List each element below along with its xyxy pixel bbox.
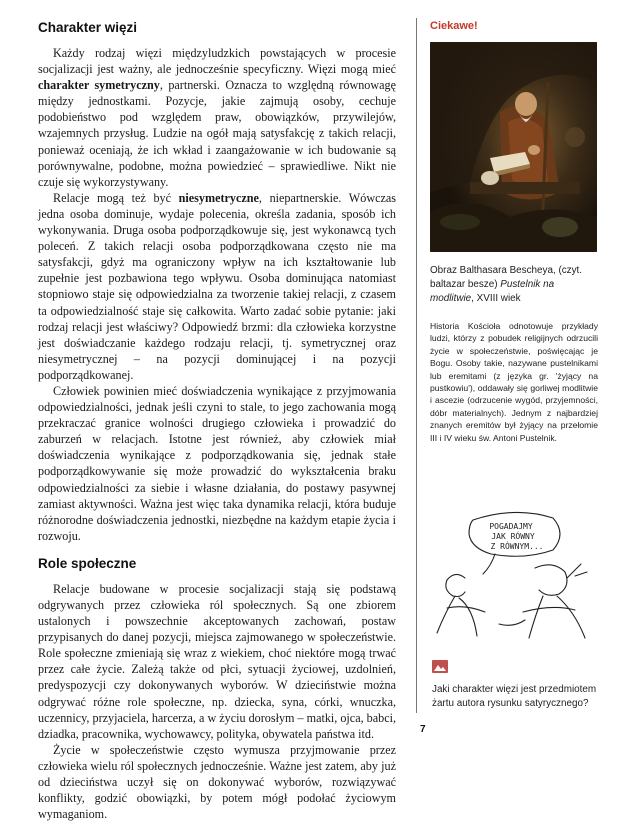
paragraph: Relacje budowane w procesie socjalizacji stają się podstawą odgrywanych przez człowieka ról społecznych. Są one zbiorem ustalonych i powszechnie akceptowanych zachowań, postaw przypisanych do danej pozycji, miejsca zajmowanego w społeczeństwie. Role społeczne zmieniają się wraz z wiekiem, choć niektóre mogą trwać przez całe życie. Zależą także od płci, sytuacji życiowej, uzdolnień, predyspozycji czy dokonywanych wyborów. W dzieciństwie można odgrywać różne role społeczne, np. dziecka, syna, córki, wnuczka, uczennicy, przyjaciela, harcerza, a w życiu dorosłym – matki, ojca, babci, dziadka, pracownika, wychowawcy, polityka, obywatela państwa itd. <box>38 581 396 741</box>
cartoon-text-line: Z RÓWNYM... <box>490 542 544 551</box>
image-icon <box>432 660 448 673</box>
cartoon-image <box>425 508 600 643</box>
painting-caption: Obraz Balthasara Bescheya, (czyt. baltazar besze) Pustelnik na modlitwie, XVIII wiek <box>430 265 583 304</box>
paragraph: Relacje mogą też być niesymetryczne, niepartnerskie. Wówczas jedna osoba dominuje, wydaje polecenia, określa zadania, sposób ich wykonywania. Druga osoba podporządkowuje się, jest wykonawcą tych poleceń. Z takich relacji osoba podporządkowana często nie ma satysfakcji, gdyż ma ograniczony wpływ na ich kształtowanie lub zupełnie jest pozbawiona tego wpływu. Osoba dominująca natomiast stopniowo staje się odpowiedzialna za tworzenie takiej relacji, z czasem ta odpowiedzialność staje się całkowita. Warto zadać sobie pytanie: jaki rodzaj relacji jest właściwy? Odpowiedź brzmi: dla człowieka korzystne jest doświadczanie każdego rodzaju relacji, tj. symetrycznej oraz niesymetrycznej – na pozycji dominującej i na pozycji podporządkowanej. <box>38 190 396 382</box>
sidebar-label: Ciekawe! <box>430 20 478 32</box>
column-divider <box>416 18 417 713</box>
painting-image <box>430 42 597 252</box>
main-column <box>38 20 396 822</box>
question-text: Jaki charakter więzi jest przedmiotem żartu autora rysunku satyrycznego? <box>432 684 597 709</box>
cartoon-text-line: POGADAJMY <box>489 522 533 531</box>
page-number: 7 <box>420 724 426 735</box>
sidebar-text: Historia Kościoła odnotowuje przykłady ludzi, którzy z pobudek religijnych odrzucili życie w społeczeństwie, poświęcając je Bogu. Osoby takie, nazywane pustelnikami lub eremitami (z języka gr. 'żyjący na pustkowiu'), oddawały się gorliwej modlitwie i ascezie (odrzucenie wygód, przyjemności, dóbr materialnych). Jednym z najbardziej znanych eremitów był żyjący na przełomie III i IV wieku św. Antoni Pustelnik. <box>430 321 598 443</box>
paragraph: Życie w społeczeństwie często wymusza przyjmowanie przez człowieka wielu ról społecznych jednocześnie. Ważne jest zatem, aby już od dzieciństwa uczył się on dokonywać wyborów, rozwiązywać konflikty, godzić obowiązki, by potem mógł podołać życiowym wymaganiom. <box>38 742 396 822</box>
paragraph: Człowiek powinien mieć doświadczenia wynikające z przyjmowania odpowiedzialności, jednak jeśli czyni to stale, to jego zachowania mogą przekraczać granice wolności drugiego człowieka i prowadzić do zaburzeń w relacjach. Istotne jest również, aby człowiek miał doświadczenia wynikające z podporządkowania się, jednak stałe podporządkowywanie się może prowadzić do wykształcenia braku odpowiedzialności za siebie i własne działania, do postawy pasywnej zamiast aktywności. Ważna jest więc taka dynamika relacji, która buduje różnorodne doświadczenia jednostki, niezbędne na każdym etapie życia i rozwoju. <box>38 383 396 543</box>
mountain-icon <box>432 660 448 673</box>
paragraph: Każdy rodzaj więzi międzyludzkich powstających w procesie socjalizacji jest ważny, ale jednocześnie specyficzny. Więzi mogą mieć charakter symetryczny, partnerski. Oznacza to względną równowagę między jednostkami. Pozycje, jakie zajmują osoby, cechuje podobieństwo pod względem praw, obowiązków, przywilejów, wzajemnych przysług. Ludzie na ogół mają satysfakcję z takich relacji, ponieważ oceniają, że ich wkład i zaangażowanie w ich budowanie są porównywalne, podobne, można powiedzieć – sprawiedliwe. Nikt nie czuje się wykorzystywany. <box>38 46 396 189</box>
section-title-role: Role społeczne <box>38 555 137 571</box>
section-title-charakter: Charakter więzi <box>38 20 138 35</box>
sidebar <box>430 20 598 444</box>
cartoon-text-line: JAK RÓWNY <box>491 532 535 541</box>
